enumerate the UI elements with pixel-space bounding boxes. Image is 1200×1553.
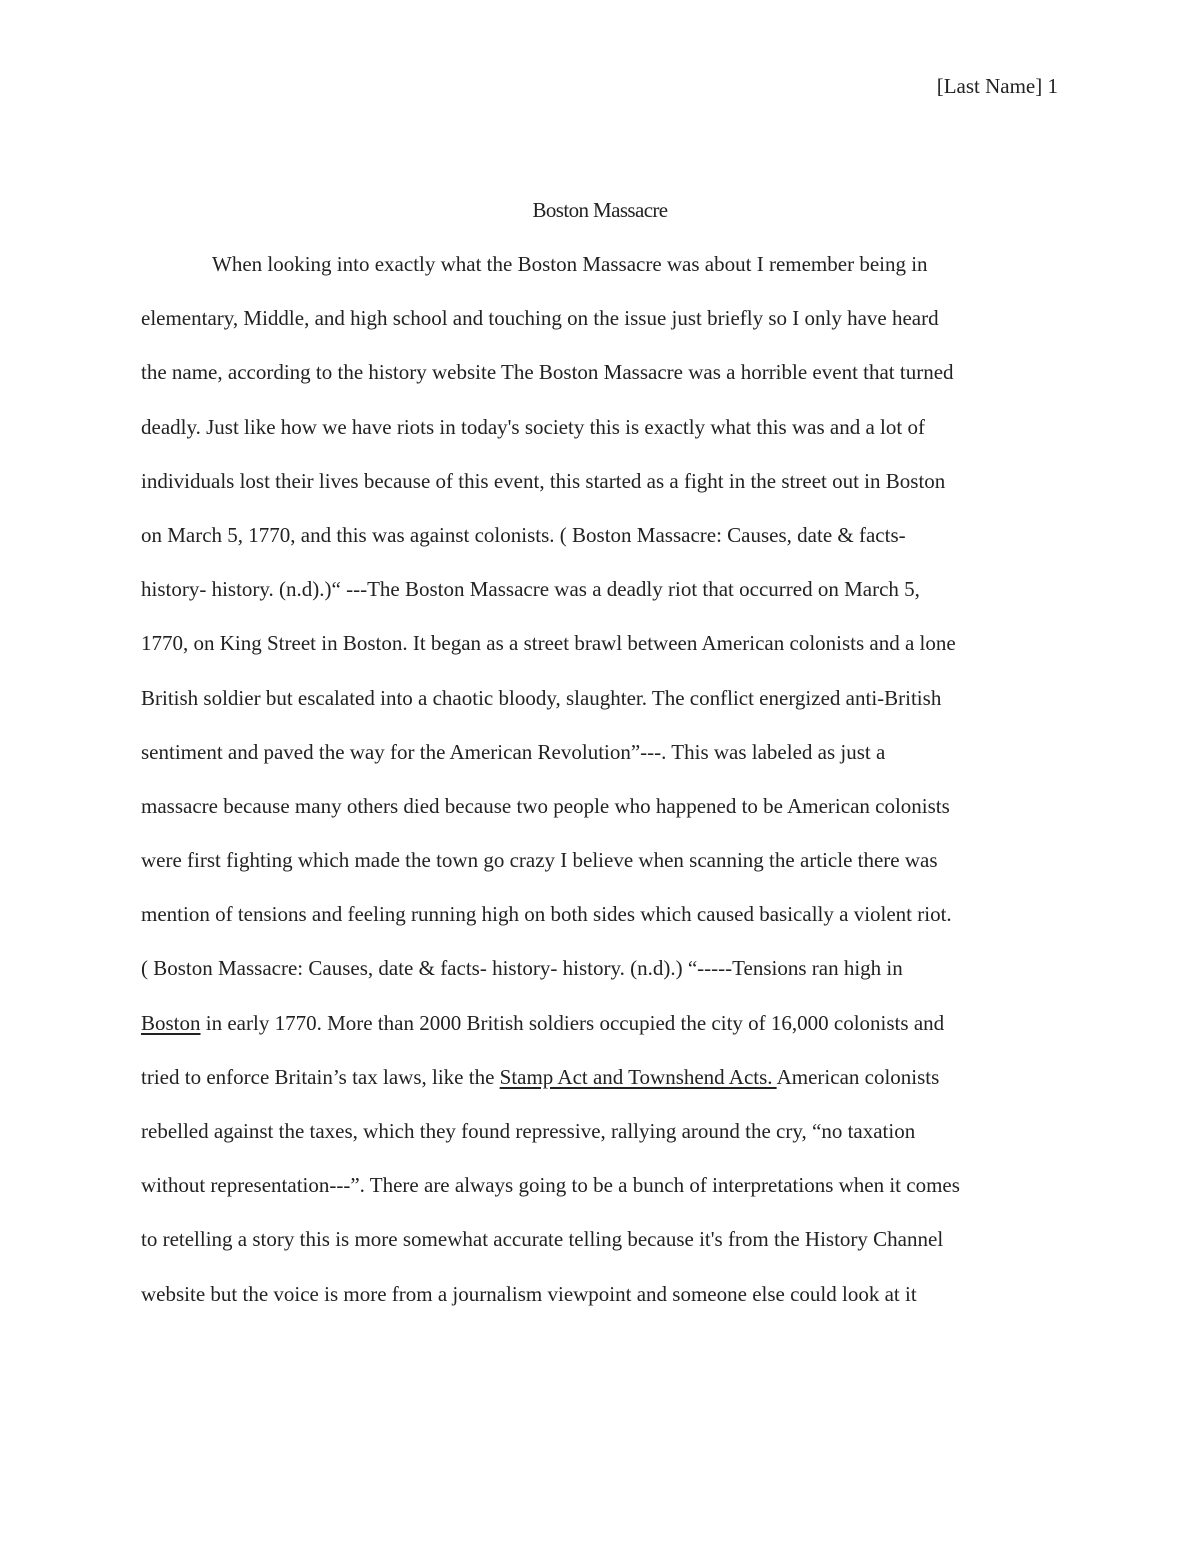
stamp-act-link[interactable]: Stamp Act and Townshend Acts. (499, 1064, 777, 1089)
line-text: history- history. (n.d).)“ ---The Boston Massacre was a deadly riot that occurred on March 5, (141, 577, 920, 602)
line-text: on March 5, 1770, and this was against colonists. ( Boston Massacre: Causes, date & facts- (141, 522, 906, 547)
paragraph-line (141, 900, 1081, 954)
line-text: in early 1770. More than 2000 British soldiers occupied the city of 16,000 colonists and (200, 1010, 945, 1035)
line-text: were first fighting which made the town go crazy I believe when scanning the article there was (141, 848, 938, 873)
paragraph-line (141, 358, 1081, 412)
paragraph-line (141, 792, 1081, 846)
line-text: website but the voice is more from a journalism viewpoint and someone else could look at it (141, 1281, 917, 1306)
essay-body (141, 250, 1081, 1334)
paragraph-line (141, 1280, 1081, 1334)
paragraph-line (141, 846, 1081, 900)
line-text: rebelled against the taxes, which they found repressive, rallying around the cry, “no taxation (141, 1119, 916, 1143)
line-text: deadly. Just like how we have riots in today's society this is exactly what this was and a lot of (141, 414, 925, 439)
paragraph-line (141, 1171, 1081, 1225)
paragraph-line (141, 575, 1081, 629)
line-text: British soldier but escalated into a chaotic bloody, slaughter. The conflict energized anti-British (141, 685, 942, 710)
paragraph-line (141, 954, 1081, 1008)
paragraph-line (141, 1117, 1081, 1171)
paragraph-line (141, 684, 1081, 738)
line-text: massacre because many others died because two people who happened to be American colonists (141, 793, 950, 818)
line-text: ( Boston Massacre: Causes, date & facts- history- history. (n.d).) “-----Tensions ran high in (141, 956, 903, 981)
paragraph-line (141, 467, 1081, 521)
paragraph-line (141, 629, 1081, 683)
boston-link[interactable]: Boston (141, 1010, 201, 1035)
paragraph-line (141, 413, 1081, 467)
line-text: individuals lost their lives because of this event, this started as a fight in the street out in Boston (141, 468, 946, 493)
line-text: to retelling a story this is more somewhat accurate telling because it's from the History Channel (141, 1227, 944, 1252)
line-text: American colonists (776, 1064, 940, 1089)
page-title: Boston Massacre (532, 198, 668, 222)
line-text: elementary, Middle, and high school and touching on the issue just briefly so I only have heard (141, 306, 939, 331)
line-text: the name, according to the history website The Boston Massacre was a horrible event that turned (141, 360, 954, 385)
page-header: [Last Name] 1 (936, 74, 1058, 98)
line-text: without representation---”. There are always going to be a bunch of interpretations when it comes (141, 1173, 960, 1198)
paragraph-line (141, 738, 1081, 792)
line-text: tried to enforce Britain’s tax laws, like the (141, 1064, 500, 1089)
paragraph-line (141, 304, 1081, 358)
paragraph-line (141, 1009, 1081, 1063)
paragraph-line (141, 1225, 1081, 1279)
line-text: mention of tensions and feeling running high on both sides which caused basically a violent riot. (141, 902, 952, 927)
paragraph-line (141, 1063, 1081, 1117)
line-text: When looking into exactly what the Boston Massacre was about I remember being in (212, 252, 928, 276)
line-text: sentiment and paved the way for the American Revolution”---. This was labeled as just a (141, 739, 886, 764)
paragraph-line (141, 521, 1081, 575)
paragraph-line (141, 250, 1081, 304)
line-text: 1770, on King Street in Boston. It began as a street brawl between American colonists and a lone (141, 631, 956, 656)
